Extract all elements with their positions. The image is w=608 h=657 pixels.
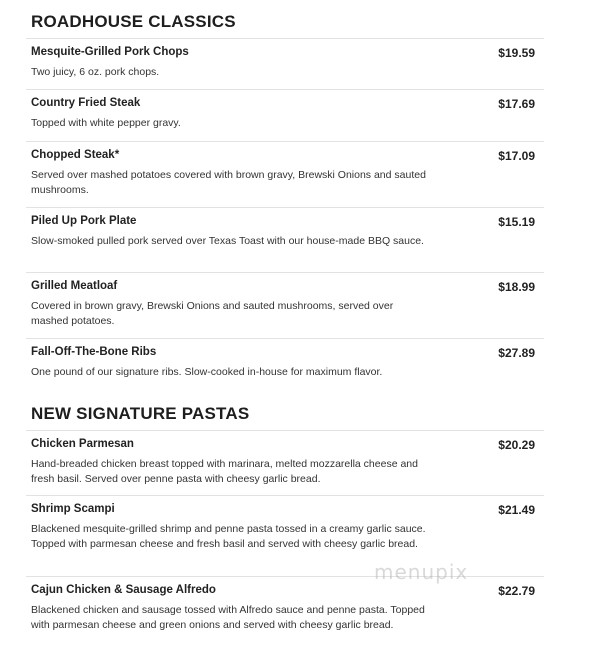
item-price: $27.89 bbox=[498, 346, 535, 360]
menu-item bbox=[26, 89, 544, 141]
item-price: $15.19 bbox=[498, 215, 535, 229]
item-description: Two juicy, 6 oz. pork chops. bbox=[31, 66, 160, 78]
item-description: Blackened mesquite-grilled shrimp and penne pasta tossed in a creamy garlic sauce. Topped with parmesan cheese and fresh basil and served with cheesy garlic bread. bbox=[31, 523, 426, 550]
item-description: Hand-breaded chicken breast topped with marinara, melted mozzarella cheese and fresh basil. Served over penne pasta with cheesy garlic bread. bbox=[31, 458, 418, 485]
section-items-new-signature-pastas bbox=[26, 430, 544, 656]
section-items-roadhouse-classics bbox=[26, 38, 544, 388]
item-description: Blackened chicken and sausage tossed with Alfredo sauce and penne pasta. Topped with parmesan cheese and green onions and served with cheesy garlic bread. bbox=[31, 604, 425, 631]
menu-item bbox=[26, 141, 544, 207]
item-name: Grilled Meatloaf bbox=[31, 280, 118, 292]
item-name: Chopped Steak* bbox=[31, 149, 120, 161]
item-description: Slow-smoked pulled pork served over Texas Toast with our house-made BBQ sauce. bbox=[31, 235, 424, 247]
item-price: $18.99 bbox=[498, 280, 535, 294]
menu-item bbox=[26, 576, 544, 656]
item-name: Fall-Off-The-Bone Ribs bbox=[31, 346, 157, 358]
section-title-roadhouse-classics: ROADHOUSE CLASSICS bbox=[31, 12, 236, 31]
menu-item bbox=[26, 430, 544, 495]
item-price: $21.49 bbox=[498, 503, 535, 517]
item-name: Chicken Parmesan bbox=[31, 438, 134, 450]
item-name: Piled Up Pork Plate bbox=[31, 215, 137, 227]
item-name: Mesquite-Grilled Pork Chops bbox=[31, 46, 189, 58]
item-price: $20.29 bbox=[498, 438, 535, 452]
item-price: $19.59 bbox=[498, 46, 535, 60]
menu-item bbox=[26, 207, 544, 272]
item-name: Cajun Chicken & Sausage Alfredo bbox=[31, 584, 216, 596]
item-description: Served over mashed potatoes covered with brown gravy, Brewski Onions and sauted mushrooms. bbox=[31, 169, 426, 196]
menu-item bbox=[26, 272, 544, 338]
menu-item bbox=[26, 338, 544, 388]
item-description: One pound of our signature ribs. Slow-cooked in-house for maximum flavor. bbox=[31, 366, 383, 378]
menu-item bbox=[26, 38, 544, 89]
item-price: $17.09 bbox=[498, 149, 535, 163]
section-title-new-signature-pastas: NEW SIGNATURE PASTAS bbox=[31, 404, 250, 423]
item-price: $17.69 bbox=[498, 97, 535, 111]
item-description: Topped with white pepper gravy. bbox=[31, 117, 181, 129]
item-price: $22.79 bbox=[498, 584, 535, 598]
watermark: menupix bbox=[374, 560, 469, 584]
item-name: Country Fried Steak bbox=[31, 97, 141, 109]
item-description: Covered in brown gravy, Brewski Onions and sauted mushrooms, served over mashed potatoes. bbox=[31, 300, 394, 327]
item-name: Shrimp Scampi bbox=[31, 503, 115, 515]
